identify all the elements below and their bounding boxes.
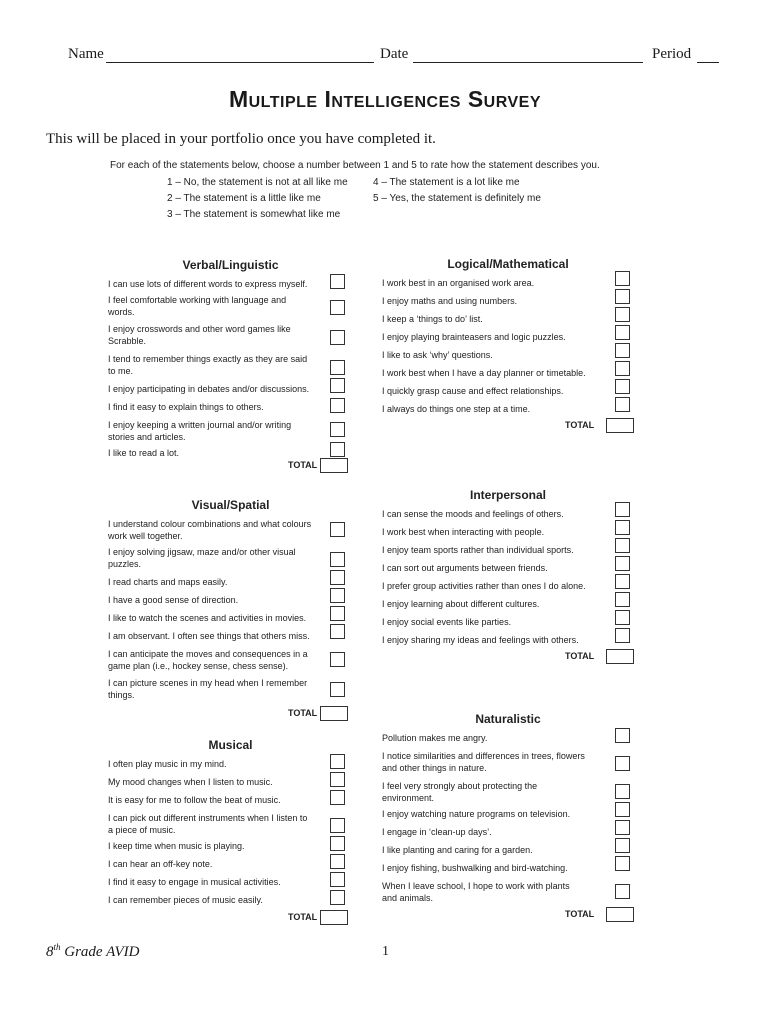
- survey-item-text: I find it easy to engage in musical activities.: [108, 877, 281, 887]
- header: [68, 46, 720, 68]
- survey-item-text: I enjoy crosswords and other word games like Scrabble.: [108, 324, 291, 346]
- section-title: Musical: [208, 738, 253, 752]
- scale-4: 4 – The statement is a lot like me: [373, 177, 520, 188]
- rating-box[interactable]: [615, 784, 630, 799]
- page-title: Multiple Intelligences Survey: [228, 86, 542, 112]
- survey-item-text: I work best when interacting with people.: [382, 527, 545, 537]
- rating-box[interactable]: [615, 361, 630, 376]
- survey-item-text: I can sense the moods and feelings of others.: [382, 509, 564, 519]
- section-title: Logical/Mathematical: [447, 257, 569, 271]
- rating-box[interactable]: [615, 538, 630, 553]
- rating-box[interactable]: [330, 772, 345, 787]
- rating-box[interactable]: [330, 754, 345, 769]
- survey-item-text: I like to ask ‘why’ questions.: [382, 350, 493, 360]
- survey-item-text: I like to watch the scenes and activities in movies.: [108, 613, 307, 623]
- rating-box[interactable]: [330, 836, 345, 851]
- survey-item-text: I often play music in my mind.: [108, 759, 227, 769]
- survey-item-text: I can picture scenes in my head when I remember things.: [108, 678, 308, 700]
- survey-item-text: I can use lots of different words to express myself.: [108, 279, 308, 289]
- rating-box[interactable]: [615, 502, 630, 517]
- rating-box[interactable]: [330, 570, 345, 585]
- rating-box[interactable]: [615, 592, 630, 607]
- rating-box[interactable]: [330, 398, 345, 413]
- survey-item-text: I enjoy playing brainteasers and logic puzzles.: [382, 332, 566, 342]
- survey-item-text: I enjoy keeping a written journal and/or writing stories and articles.: [108, 420, 292, 442]
- survey-item-text: I am observant. I often see things that others miss.: [108, 631, 310, 641]
- rating-box[interactable]: [615, 325, 630, 340]
- rating-box[interactable]: [330, 624, 345, 639]
- total-box[interactable]: [606, 418, 634, 433]
- period-field[interactable]: [697, 62, 719, 63]
- rating-box[interactable]: [330, 330, 345, 345]
- survey-item-text: I enjoy maths and using numbers.: [382, 296, 518, 306]
- total-box[interactable]: [606, 907, 634, 922]
- survey-item-text: Pollution makes me angry.: [382, 733, 488, 743]
- survey-item-text: I feel comfortable working with language and words.: [108, 295, 287, 317]
- survey-item-text: I enjoy sharing my ideas and feelings with others.: [382, 635, 579, 645]
- rating-box[interactable]: [330, 652, 345, 667]
- date-field[interactable]: [413, 62, 643, 63]
- rating-box[interactable]: [615, 856, 630, 871]
- survey-item-text: I work best when I have a day planner or timetable.: [382, 368, 586, 378]
- period-label: Period: [652, 46, 692, 62]
- instructions-lead: For each of the statements below, choose a number between 1 and 5 to rate how the statement describes you.: [110, 160, 600, 171]
- survey-item-text: I tend to remember things exactly as they are said to me.: [108, 354, 308, 376]
- section-verbal-linguistic: [108, 256, 353, 486]
- section-musical: [108, 736, 353, 926]
- scale-5: 5 – Yes, the statement is definitely me: [373, 193, 541, 204]
- survey-item-text: I prefer group activities rather than ones I do alone.: [382, 581, 586, 591]
- rating-box[interactable]: [330, 890, 345, 905]
- section-title: Naturalistic: [475, 712, 541, 726]
- section-logical-mathematical: [382, 255, 634, 435]
- survey-item-text: I read charts and maps easily.: [108, 577, 228, 587]
- rating-box[interactable]: [330, 300, 345, 315]
- rating-box[interactable]: [615, 271, 630, 286]
- rating-box[interactable]: [330, 522, 345, 537]
- rating-box[interactable]: [615, 802, 630, 817]
- page-number: 1: [382, 944, 389, 959]
- rating-box[interactable]: [615, 397, 630, 412]
- scale-3: 3 – The statement is somewhat like me: [167, 209, 341, 220]
- rating-box[interactable]: [615, 379, 630, 394]
- total-label: TOTAL: [565, 420, 595, 430]
- rating-box[interactable]: [615, 884, 630, 899]
- survey-item-text: It is easy for me to follow the beat of music.: [108, 795, 281, 805]
- total-box[interactable]: [320, 706, 348, 721]
- section-title: Verbal/Linguistic: [182, 258, 279, 272]
- rating-box[interactable]: [615, 520, 630, 535]
- rating-box[interactable]: [330, 378, 345, 393]
- footer-grade: [46, 942, 139, 961]
- rating-box[interactable]: [330, 790, 345, 805]
- survey-item-text: I enjoy learning about different cultures.: [382, 599, 540, 609]
- footer-grade-number: 8: [46, 944, 54, 960]
- total-box[interactable]: [606, 649, 634, 664]
- survey-item-text: I keep time when music is playing.: [108, 841, 245, 851]
- rating-box[interactable]: [615, 728, 630, 743]
- survey-item-text: I like to read a lot.: [108, 448, 180, 458]
- survey-item-text: I find it easy to explain things to others.: [108, 402, 264, 412]
- survey-item-text: I can remember pieces of music easily.: [108, 895, 263, 905]
- rating-box[interactable]: [330, 682, 345, 697]
- total-label: TOTAL: [288, 912, 318, 922]
- rating-box[interactable]: [330, 442, 345, 457]
- survey-item-text: I engage in ‘clean-up days’.: [382, 827, 492, 837]
- survey-item-text: I enjoy social events like parties.: [382, 617, 512, 627]
- survey-item-text: I can pick out different instruments when I listen to a piece of music.: [108, 813, 308, 835]
- total-label: TOTAL: [565, 651, 595, 661]
- total-label: TOTAL: [288, 460, 318, 470]
- rating-box[interactable]: [330, 818, 345, 833]
- rating-box[interactable]: [330, 360, 345, 375]
- total-label: TOTAL: [288, 708, 318, 718]
- rating-box[interactable]: [330, 854, 345, 869]
- survey-item-text: I can sort out arguments between friends.: [382, 563, 548, 573]
- survey-item-text: I enjoy watching nature programs on television.: [382, 809, 571, 819]
- survey-item-text: I have a good sense of direction.: [108, 595, 239, 605]
- rating-box[interactable]: [615, 838, 630, 853]
- rating-box[interactable]: [330, 422, 345, 437]
- name-label: Name: [68, 46, 104, 62]
- survey-item-text: When I leave school, I hope to work with plants and animals.: [382, 881, 570, 903]
- section-interpersonal: [382, 486, 634, 666]
- rating-box[interactable]: [330, 274, 345, 289]
- footer-grade-text: Grade AVID: [60, 944, 140, 960]
- name-field[interactable]: [106, 62, 374, 63]
- total-label: TOTAL: [565, 909, 595, 919]
- survey-item-text: I can anticipate the moves and consequences in a game plan (i.e., hockey sense, chess sense).: [108, 649, 308, 671]
- date-label: Date: [380, 46, 409, 62]
- intro-text: This will be placed in your portfolio once you have completed it.: [46, 131, 436, 147]
- section-visual-spatial: [108, 496, 353, 721]
- survey-item-text: I like planting and caring for a garden.: [382, 845, 533, 855]
- rating-box[interactable]: [615, 307, 630, 322]
- survey-item-text: I can hear an off-key note.: [108, 859, 213, 869]
- section-naturalistic: [382, 710, 634, 925]
- survey-item-text: I work best in an organised work area.: [382, 278, 535, 288]
- survey-item-text: I understand colour combinations and what colours work well together.: [108, 519, 312, 541]
- rating-box[interactable]: [615, 756, 630, 771]
- rating-box[interactable]: [330, 606, 345, 621]
- section-title: Visual/Spatial: [191, 498, 270, 512]
- scale-2: 2 – The statement is a little like me: [167, 193, 321, 204]
- rating-box[interactable]: [615, 556, 630, 571]
- survey-item-text: I enjoy fishing, bushwalking and bird-watching.: [382, 863, 568, 873]
- footer-grade-sup: th: [53, 942, 61, 952]
- rating-box[interactable]: [330, 552, 345, 567]
- total-box[interactable]: [320, 910, 348, 925]
- survey-item-text: I feel very strongly about protecting the environment.: [382, 781, 538, 803]
- survey-item-text: My mood changes when I listen to music.: [108, 777, 273, 787]
- survey-item-text: I enjoy team sports rather than individual sports.: [382, 545, 574, 555]
- survey-item-text: I keep a ‘things to do’ list.: [382, 314, 483, 324]
- rating-box[interactable]: [615, 343, 630, 358]
- rating-box[interactable]: [615, 820, 630, 835]
- rating-box[interactable]: [615, 628, 630, 643]
- survey-item-text: I enjoy solving jigsaw, maze and/or other visual puzzles.: [108, 547, 296, 569]
- rating-box[interactable]: [330, 588, 345, 603]
- rating-box[interactable]: [615, 610, 630, 625]
- rating-box[interactable]: [615, 574, 630, 589]
- survey-item-text: I quickly grasp cause and effect relationships.: [382, 386, 564, 396]
- scale-1: 1 – No, the statement is not at all like me: [167, 177, 348, 188]
- rating-box[interactable]: [615, 289, 630, 304]
- total-box[interactable]: [320, 458, 348, 473]
- rating-box[interactable]: [330, 872, 345, 887]
- survey-item-text: I enjoy participating in debates and/or discussions.: [108, 384, 310, 394]
- section-title: Interpersonal: [469, 488, 547, 502]
- survey-item-text: I always do things one step at a time.: [382, 404, 531, 414]
- survey-item-text: I notice similarities and differences in trees, flowers and other things in nature.: [382, 751, 585, 773]
